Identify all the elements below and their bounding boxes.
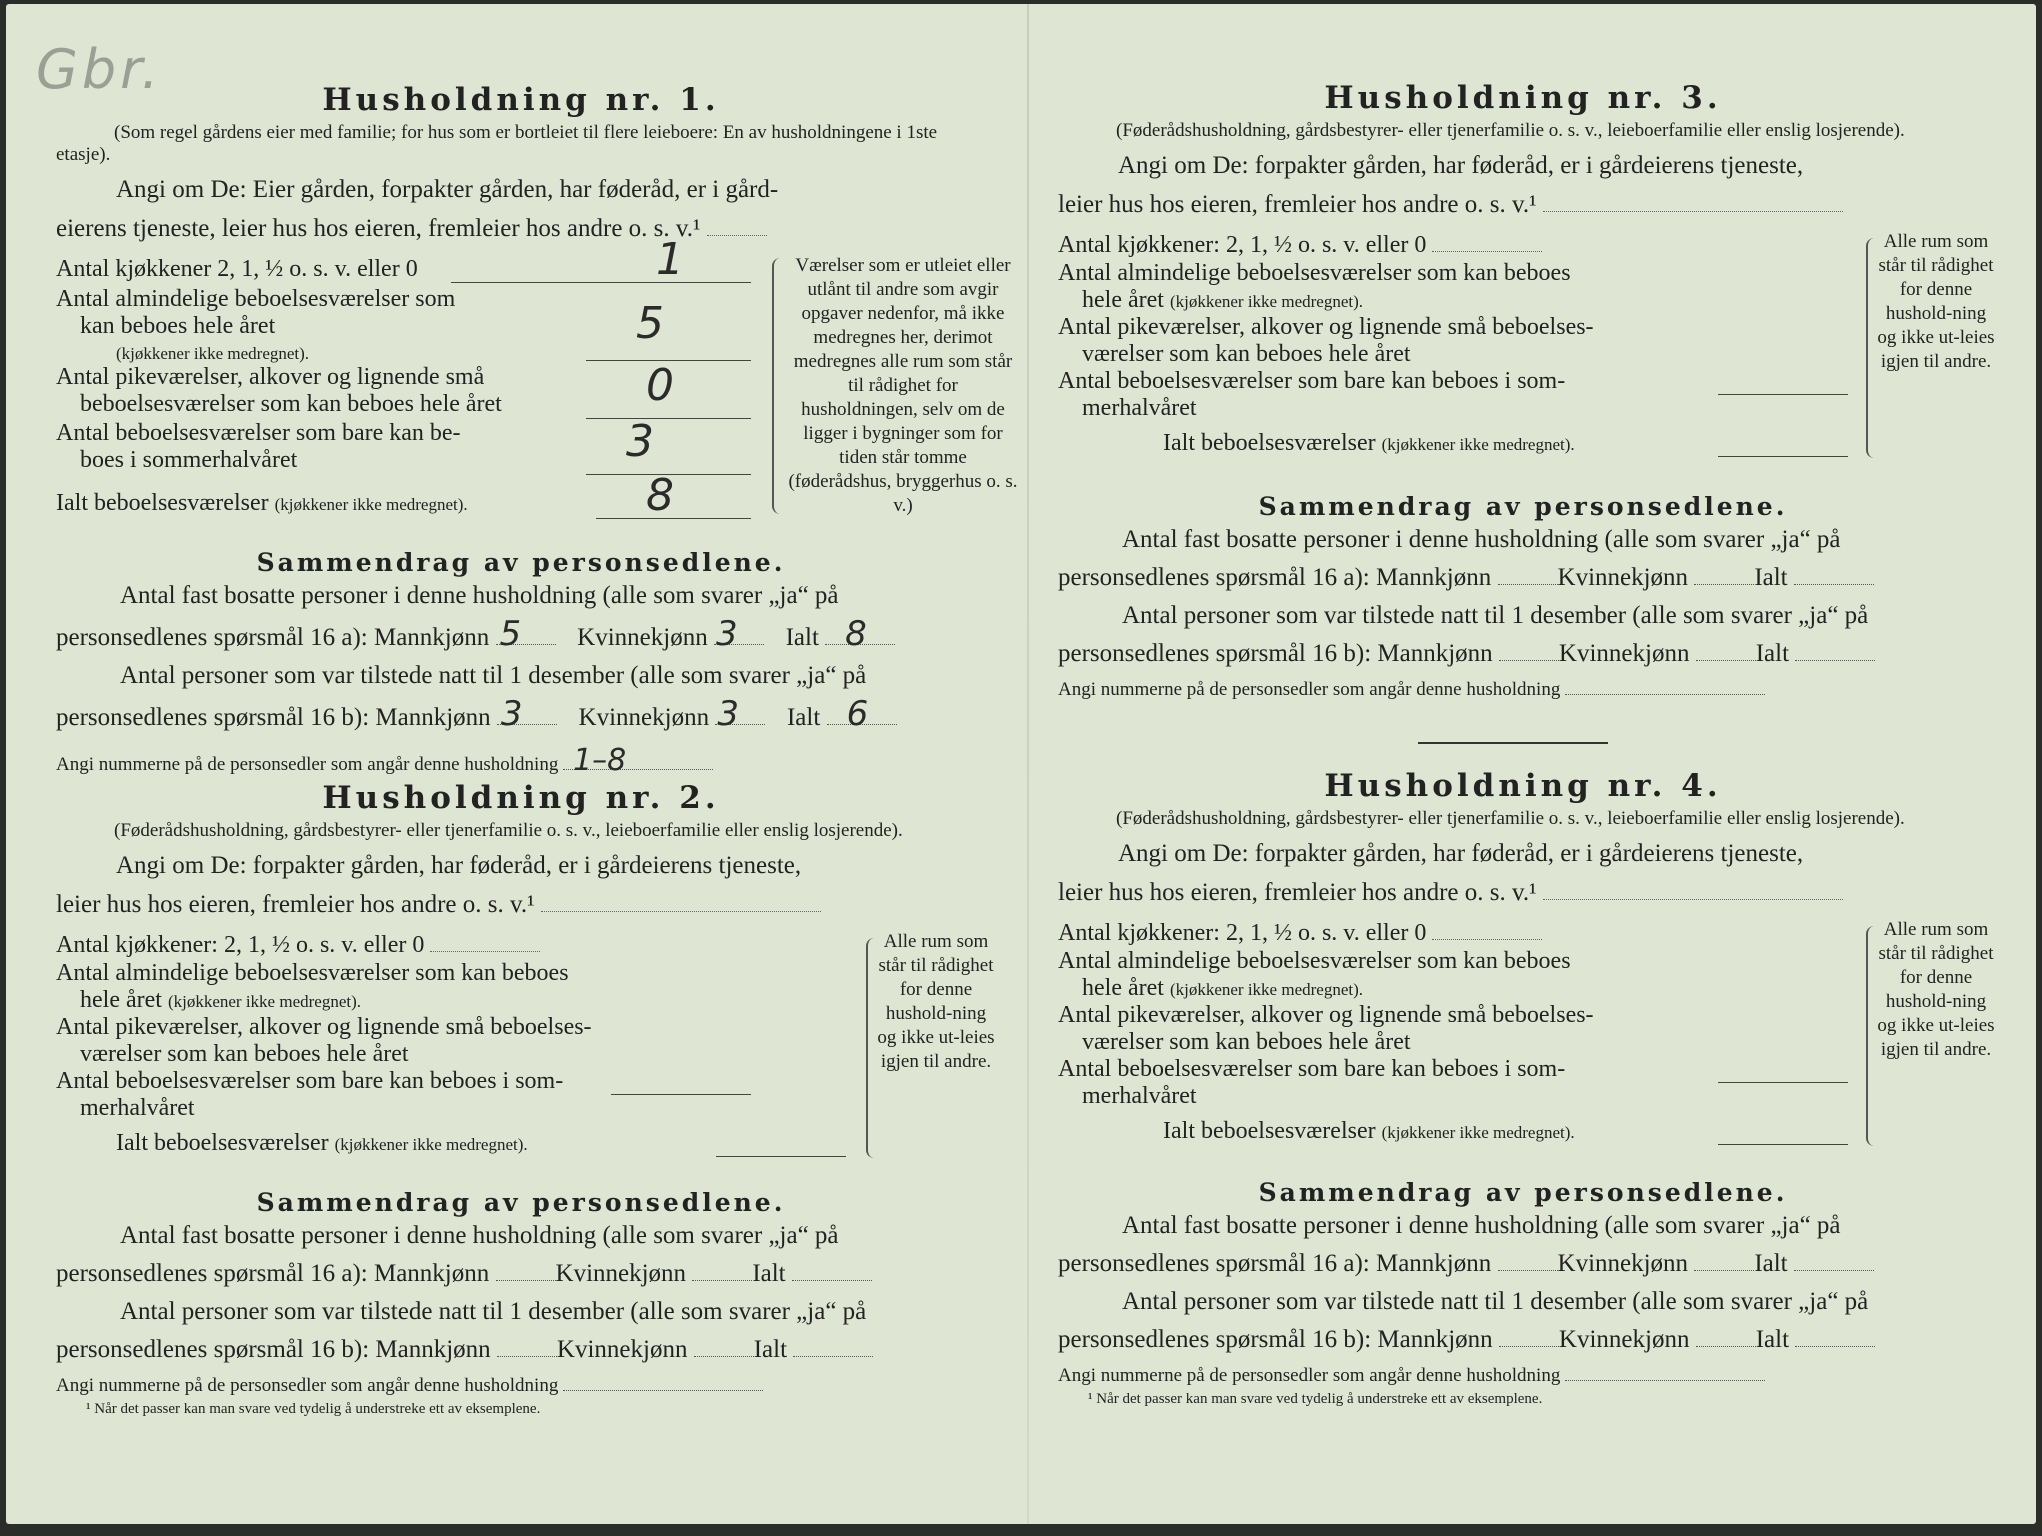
household-2-numbers: Angi nummerne på de personsedler som angår denne husholdning (56, 1375, 986, 1397)
left-page (56, 4, 1018, 1524)
household-3-numbers: Angi nummerne på de personsedler som angår denne husholdning (1058, 679, 1988, 701)
rooms-total-label: Ialt beboelsesværelser (kjøkkener ikke medregnet). (56, 490, 468, 516)
rooms-regular-label: Antal almindelige beboelsesværelser som kan beboes hele året (kjøkkener ikke medregnet). (56, 960, 569, 1013)
household-2-title: Husholdning nr. 2. (322, 780, 720, 816)
household-1-side-note: Værelser som er utleiet eller utlånt til andre som avgir opgaver nedenfor, må ikke medregnes her, derimot medregnes alle rum som står til rådighet for husholdningen, selv om de ligger i bygninger som for tiden står tomme (føderådshus, bryggerhus o. s. v.) (788, 255, 1018, 516)
footnote: ¹ Når det passer kan man svare ved tydelig å understreke ett av eksemplene. (86, 1401, 541, 1417)
household-2 (56, 780, 995, 1418)
household-4-numbers: Angi nummerne på de personsedler som angår denne husholdning (1058, 1365, 1988, 1387)
household-3-note: (Føderådshusholdning, gårdsbestyrer- eller tjenerfamilie o. s. v., leieboerfamilie eller enslig losjerende). (1116, 120, 1905, 141)
rooms-small-label: Antal pikeværelser, alkover og lignende små beboelses- værelser som kan beboes hele året (1058, 1002, 1594, 1055)
household-3-title: Husholdning nr. 3. (1324, 80, 1722, 116)
footnote: ¹ Når det passer kan man svare ved tydelig å understreke ett av eksemplene. (1088, 1391, 1543, 1407)
rooms-summer-label: Antal beboelsesværelser som bare kan beboes i som- merhalvåret (56, 1068, 564, 1121)
kitchen-count-label: Antal kjøkkener: 2, 1, ½ o. s. v. eller 0 (1058, 920, 1542, 947)
household-4 (1058, 768, 1995, 1408)
household-3 (1058, 80, 1995, 701)
kitchen-count-label: Antal kjøkkener: 2, 1, ½ o. s. v. eller 0 (1058, 232, 1542, 259)
household-4-summary: Antal fast bosatte personer i denne husholdning (alle som svarer „ja“ på personsedlenes spørsmål 16 a): Mannkjønn Kvinnekjønn Ialt Antal personer som var tilstede natt til 1 desember (alle som svarer „ja“ på personsedlenes spørsmål 16 b): Mannkjønn Kvinnekjønn Ialt (1058, 1207, 1988, 1359)
household-4-rooms (1058, 916, 1995, 1156)
rooms-regular-value: 5 (636, 298, 664, 349)
divider (1418, 742, 1608, 744)
rooms-regular-label: Antal almindelige beboelsesværelser som kan beboes hele året (kjøkkener ikke medregnet). (1058, 260, 1571, 313)
kitchen-count-value: 1 (656, 234, 684, 285)
household-4-angi: Angi om De: forpakter gården, har føderåd, er i gårdeierens tjeneste, leier hus hos eieren, fremleier hos andre o. s. v.¹ (1058, 834, 1988, 912)
household-3-side-note: Alle rum som står til rådighet for denne hushold-ning og ikke ut-leies igjen til andre. (1877, 231, 1995, 372)
rooms-small-label: Antal pikeværelser, alkover og lignende små beboelses- værelser som kan beboes hele året (1058, 314, 1594, 367)
page-fold (1027, 4, 1029, 1524)
household-1-summary: Antal fast bosatte personer i denne husholdning (alle som svarer „ja“ på personsedlenes spørsmål 16 a): Mannkjønn 5 Kvinnekjønn 3 Ialt 8 Antal personer som var tilstede natt til 1 desember (alle som svarer „ja“ på personsedlenes spørsmål 16 b): Mannkjønn 3 Kvinnekjønn 3 Ialt 6 (56, 577, 986, 737)
household-4-title: Husholdning nr. 4. (1324, 768, 1722, 804)
household-3-rooms (1058, 228, 1995, 468)
household-4-side-note: Alle rum som står til rådighet for denne hushold-ning og ikke ut-leies igjen til andre. (1877, 919, 1995, 1060)
household-4-summary-title: Sammendrag av personsedlene. (1258, 1178, 1788, 1207)
rooms-total-label: Ialt beboelsesværelser (kjøkkener ikke medregnet). (1163, 430, 1575, 456)
household-3-summary-title: Sammendrag av personsedlene. (1258, 492, 1788, 521)
rooms-summer-label: Antal beboelsesværelser som bare kan beboes i som- merhalvåret (1058, 368, 1566, 421)
household-1-note: (Som regel gårdens eier med familie; for hus som er bortleiet til flere leieboere: En av husholdningene i 1ste etasje). (56, 122, 938, 165)
household-1-summary-title: Sammendrag av personsedlene. (256, 548, 786, 577)
kitchen-count-label: Antal kjøkkener 2, 1, ½ o. s. v. eller 0 (56, 256, 418, 282)
rooms-small-label: Antal pikeværelser, alkover og lignende små beboelses- værelser som kan beboes hele året (56, 1014, 592, 1067)
rooms-summer-value: 3 (626, 416, 654, 467)
household-2-summary: Antal fast bosatte personer i denne husholdning (alle som svarer „ja“ på personsedlenes spørsmål 16 a): Mannkjønn Kvinnekjønn Ialt Antal personer som var tilstede natt til 1 desember (alle som svarer „ja“ på personsedlenes spørsmål 16 b): Mannkjønn Kvinnekjønn Ialt (56, 1217, 986, 1369)
household-2-rooms (56, 928, 995, 1168)
rooms-total-label: Ialt beboelsesværelser (kjøkkener ikke medregnet). (116, 1130, 528, 1156)
household-3-angi: Angi om De: forpakter gården, har føderåd, er i gårdeierens tjeneste, leier hus hos eieren, fremleier hos andre o. s. v.¹ (1058, 146, 1988, 224)
household-1-title: Husholdning nr. 1. (322, 82, 720, 118)
household-4-note: (Føderådshusholdning, gårdsbestyrer- eller tjenerfamilie o. s. v., leieboerfamilie eller enslig losjerende). (1116, 808, 1905, 829)
household-1 (56, 82, 1018, 778)
rooms-total-label: Ialt beboelsesværelser (kjøkkener ikke medregnet). (1163, 1118, 1575, 1144)
household-2-angi: Angi om De: forpakter gården, har føderåd, er i gårdeierens tjeneste, leier hus hos eieren, fremleier hos andre o. s. v.¹ (56, 846, 986, 924)
rooms-summer-label: Antal beboelsesværelser som bare kan beboes i som- merhalvåret (1058, 1056, 1566, 1109)
household-1-rooms (56, 234, 1018, 522)
rooms-regular-label: Antal almindelige beboelsesværelser som kan beboes hele året (kjøkkener ikke medregnet). (1058, 948, 1571, 1001)
rooms-regular-label: Antal almindelige beboelsesværelser som kan beboes hele året (kjøkkener ikke medregnet). (56, 286, 456, 363)
household-1-numbers: Angi nummerne på de personsedler som angår denne husholdning 1–8 (56, 743, 986, 778)
household-1-angi: Angi om De: Eier gården, forpakter gården, har føderåd, er i gård- eierens tjeneste, leier hus hos eieren, fremleier hos andre o. s. v.¹ (56, 176, 779, 242)
rooms-total-value: 8 (646, 470, 674, 521)
household-3-summary: Antal fast bosatte personer i denne husholdning (alle som svarer „ja“ på personsedlenes spørsmål 16 a): Mannkjønn Kvinnekjønn Ialt Antal personer som var tilstede natt til 1 desember (alle som svarer „ja“ på personsedlenes spørsmål 16 b): Mannkjønn Kvinnekjønn Ialt (1058, 521, 1988, 673)
rooms-summer-label: Antal beboelsesværelser som bare kan be- boes i sommerhalvåret (56, 420, 461, 473)
census-sheet (6, 4, 2036, 1524)
household-2-side-note: Alle rum som står til rådighet for denne hushold-ning og ikke ut-leies igjen til andre. (877, 931, 995, 1072)
pencil-mark: Gbr. (36, 38, 163, 101)
rooms-small-value: 0 (646, 360, 674, 411)
rooms-small-label: Antal pikeværelser, alkover og lignende små beboelsesværelser som kan beboes hele året (56, 364, 502, 417)
right-page (1058, 4, 1995, 1524)
kitchen-count-label: Antal kjøkkener: 2, 1, ½ o. s. v. eller 0 (56, 932, 540, 959)
household-2-summary-title: Sammendrag av personsedlene. (256, 1188, 786, 1217)
household-2-note: (Føderådshusholdning, gårdsbestyrer- eller tjenerfamilie o. s. v., leieboerfamilie eller enslig losjerende). (114, 820, 903, 841)
